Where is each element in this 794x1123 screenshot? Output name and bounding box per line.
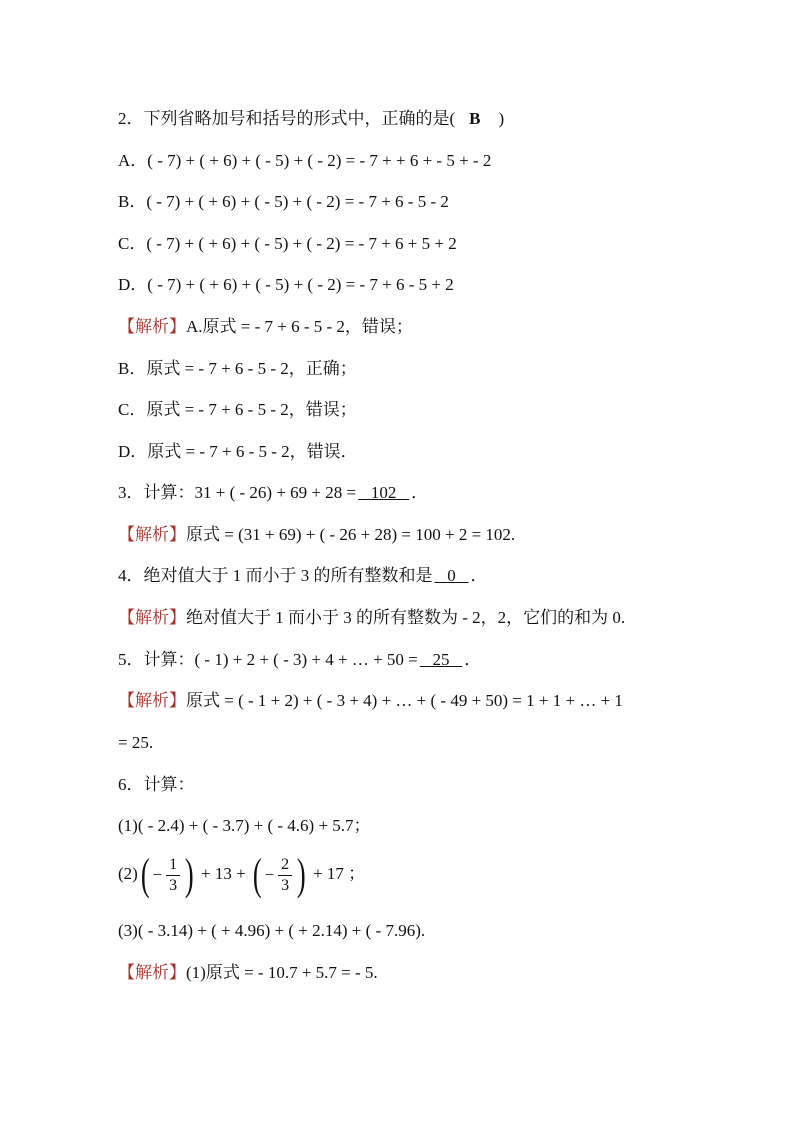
fraction-1-denominator: 3 xyxy=(169,876,178,894)
question-4-stem xyxy=(118,565,488,587)
fraction-2 xyxy=(278,855,292,896)
question-3-answer: 102 xyxy=(370,483,397,502)
question-2-option-b: B．( - 7) + ( + 6) + ( - 5) + ( - 2) = - 7 + 6 - 5 - 2 xyxy=(118,192,449,211)
question-5-analysis-continued: = 25. xyxy=(118,733,154,752)
question-3-analysis xyxy=(118,524,515,546)
fraction-2-numerator: 2 xyxy=(281,855,290,873)
question-4-answer-blank xyxy=(433,566,471,585)
question-5-answer: 25 xyxy=(432,650,450,669)
question-4-stem-suffix: ． xyxy=(470,566,488,585)
question-6-analysis xyxy=(118,962,378,984)
question-6-part-2-prefix: (2) xyxy=(118,864,138,883)
question-4-stem-prefix: 4．绝对值大于 1 而小于 3 的所有整数和是 xyxy=(118,566,433,585)
question-2-option-d: D．( - 7) + ( + 6) + ( - 5) + ( - 2) = - 7 + 6 - 5 + 2 xyxy=(118,275,454,294)
question-6-part-2 xyxy=(118,844,365,904)
fraction-1-numerator: 1 xyxy=(169,855,178,873)
question-5-answer-blank xyxy=(418,650,465,669)
question-3-stem xyxy=(118,482,428,504)
question-4-analysis xyxy=(118,607,625,629)
analysis-text: 原式 = ( - 1 + 2) + ( - 3 + 4) + … + ( - 49 + 50) = 1 + 1 + … + 1 xyxy=(186,691,623,710)
analysis-tag: 【解析】 xyxy=(118,525,186,544)
question-6-stem: 6．计算： xyxy=(118,775,195,794)
analysis-text: 绝对值大于 1 而小于 3 的所有整数为 - 2，2，它们的和为 0. xyxy=(186,608,626,627)
question-5-stem xyxy=(118,649,481,671)
question-2-option-a: A．( - 7) + ( + 6) + ( - 5) + ( - 2) = - 7 + + 6 + - 5 + - 2 xyxy=(118,151,492,170)
question-3-answer-blank xyxy=(356,483,411,502)
right-paren: ) xyxy=(185,850,194,900)
fraction-group-2 xyxy=(250,845,309,905)
question-2-analysis-c: C．原式 = - 7 + 6 - 5 - 2，错误； xyxy=(118,400,357,419)
analysis-text: A.原式 = - 7 + 6 - 5 - 2，错误； xyxy=(186,317,413,336)
question-2-stem-suffix: ) xyxy=(498,109,505,128)
question-6-part-3: (3)( - 3.14) + ( + 4.96) + ( + 2.14) + ( - 7.96). xyxy=(118,921,426,940)
question-2-analysis-b: B．原式 = - 7 + 6 - 5 - 2，正确； xyxy=(118,359,357,378)
left-paren: ( xyxy=(252,850,262,900)
question-2-stem xyxy=(118,108,504,130)
analysis-text: (1)原式 = - 10.7 + 5.7 = - 5. xyxy=(186,963,378,982)
question-6-part-1: (1)( - 2.4) + ( - 3.7) + ( - 4.6) + 5.7； xyxy=(118,816,371,835)
question-2-stem-prefix: 2．下列省略加号和括号的形式中，正确的是( xyxy=(118,109,456,128)
fraction-group-1 xyxy=(138,845,197,905)
question-2-analysis-d: D．原式 = - 7 + 6 - 5 - 2，错误． xyxy=(118,442,358,461)
question-4-answer: 0 xyxy=(447,566,456,585)
analysis-tag: 【解析】 xyxy=(118,963,186,982)
analysis-text: 原式 = (31 + 69) + ( - 26 + 28) = 100 + 2 = 102. xyxy=(186,525,516,544)
left-paren: ( xyxy=(140,850,150,900)
fraction-2-sign: − xyxy=(264,865,275,885)
fraction-2-denominator: 3 xyxy=(281,876,290,894)
fraction-1 xyxy=(166,855,180,896)
question-5-stem-suffix: ． xyxy=(464,650,482,669)
right-paren: ) xyxy=(297,850,306,900)
question-5-stem-prefix: 5．计算：( - 1) + 2 + ( - 3) + 4 + … + 50 = xyxy=(118,650,418,669)
question-2-option-c: C．( - 7) + ( + 6) + ( - 5) + ( - 2) = - 7 + 6 + 5 + 2 xyxy=(118,234,457,253)
question-6-part-2-suffix: + 17 ； xyxy=(313,864,366,883)
question-5-analysis xyxy=(118,690,623,712)
analysis-tag: 【解析】 xyxy=(118,691,186,710)
analysis-tag: 【解析】 xyxy=(118,317,186,336)
question-6-part-2-mid: + 13 + xyxy=(200,864,246,883)
question-3-stem-suffix: ． xyxy=(411,483,429,502)
analysis-tag: 【解析】 xyxy=(118,608,186,627)
question-3-stem-prefix: 3．计算：31 + ( - 26) + 69 + 28 = xyxy=(118,483,357,502)
fraction-1-sign: − xyxy=(152,865,163,885)
question-2-answer: B xyxy=(469,109,481,128)
question-2-analysis-a xyxy=(118,316,413,338)
